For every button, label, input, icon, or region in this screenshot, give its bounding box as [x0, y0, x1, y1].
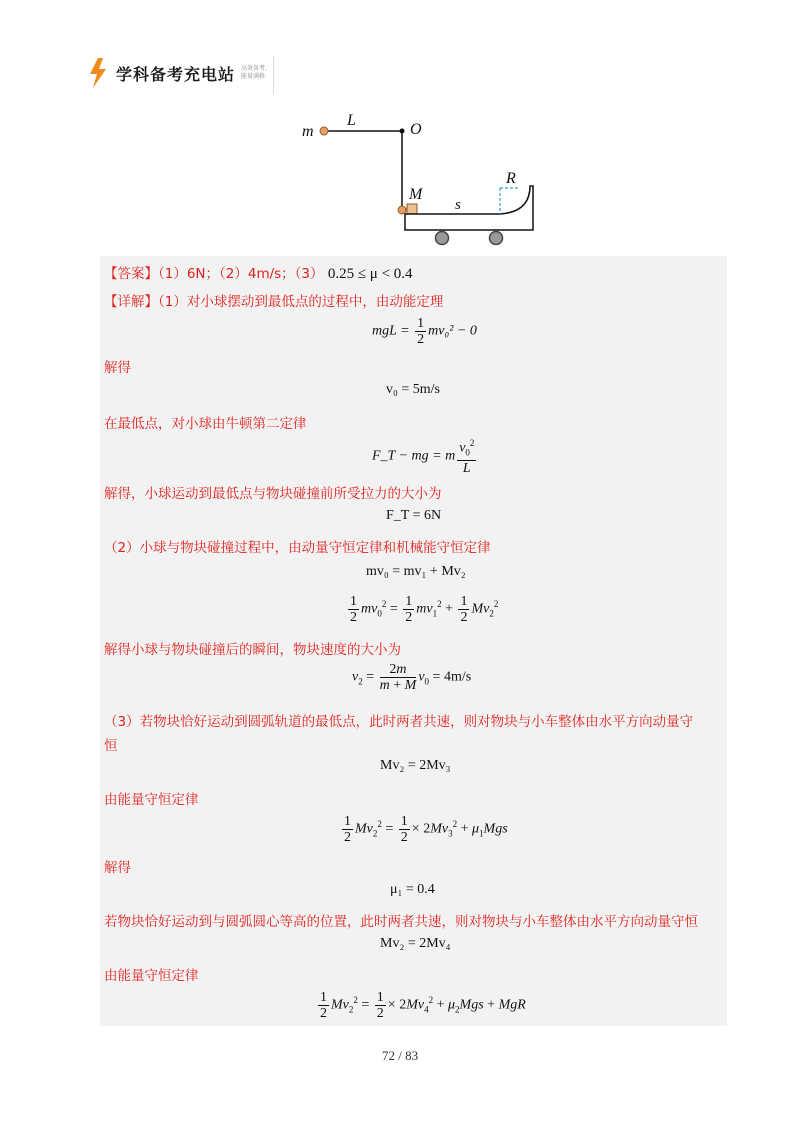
equation-2: v₀ = 5m/s: [386, 382, 441, 397]
detail-p3: 解得，小球运动到最低点与物块碰撞前所受拉力的大小为: [104, 486, 442, 502]
equation-5: mv₀ = mv₁ + Mv₂: [366, 564, 466, 579]
detail-jiede1: 解得: [104, 360, 131, 376]
label-m: m: [302, 123, 314, 140]
equation-4: F_T = 6N: [386, 508, 442, 523]
detail-p9: 由能量守恒定律: [104, 968, 199, 984]
answer-range: 0.25 ≤ μ < 0.4: [327, 266, 413, 282]
detail-p6a: （3）若物块恰好运动到圆弧轨道的最低点，此时两者共速，则对物块与小车整体由水平方向动量守: [104, 714, 694, 730]
label-L: L: [347, 112, 356, 129]
cart: [405, 186, 533, 230]
equation-3: F_T − mg = m $\frac{v_0^2}{L}$: [372, 438, 475, 477]
equation-9: $\frac{1}{2}$ $Mv_2^2$ = $\frac{1}{2}$ × $2Mv_3^2 + \mu_1Mgs$: [344, 814, 508, 845]
lightning-icon: [88, 58, 108, 88]
block-m: [407, 204, 417, 214]
detail-p6b: 恒: [104, 738, 118, 754]
detail-p4: （2）小球与物块碰撞过程中，由动量守恒定律和机械能守恒定律: [104, 540, 491, 556]
equation-8: Mv₂ = 2Mv₃: [380, 758, 451, 773]
page-number: 72 / 83: [381, 1048, 419, 1063]
equation-11: Mv₂ = 2Mv₄: [380, 936, 451, 951]
logo-title: 学科备考充电站: [116, 64, 236, 84]
logo: [88, 58, 277, 88]
ball-m-start: [320, 127, 328, 135]
equation-12: $\frac{1}{2}$ $Mv_2^2$ = $\frac{1}{2}$ × $2Mv_4^2 + \mu_2Mgs$ + MgR: [320, 990, 526, 1021]
detail-p5: 解得小球与物块碰撞后的瞬间，物块速度的大小为: [104, 642, 401, 658]
header-divider: [273, 56, 274, 94]
physics-diagram: [290, 108, 550, 254]
equation-10: μ₁ = 0.4: [390, 882, 435, 897]
equation-7: $v_2$ = $\frac{2m}{m + M}$ $v_0 = 4m/s$: [352, 662, 472, 693]
ball-m-bottom: [398, 206, 406, 214]
detail-p1: 【详解】（1）对小球摆动到最低点的过程中，由动能定理: [104, 294, 444, 310]
logo-slogan: 高效备考, 能量满格: [241, 65, 267, 80]
label-R: R: [506, 170, 516, 187]
label-s: s: [455, 197, 461, 213]
detail-p7: 由能量守恒定律: [104, 792, 199, 808]
equation-6: $\frac{1}{2}$ $mv_0^2$ = $\frac{1}{2}$ $mv_1^2$ + $\frac{1}{2}$ $Mv_2^2$: [350, 594, 499, 625]
label-O: O: [410, 121, 422, 138]
answer-line: 【答案】（1）6N；（2）4m/s；（3） 0.25 ≤ μ < 0.4: [104, 266, 413, 282]
wheel-left: [436, 232, 449, 245]
label-M: M: [409, 186, 423, 203]
detail-jiede2: 解得: [104, 860, 131, 876]
detail-p2: 在最低点，对小球由牛顿第二定律: [104, 416, 307, 432]
equation-1: mgL = $\frac{1}{2}$ mv₀² − 0: [372, 316, 477, 347]
wheel-right: [490, 232, 503, 245]
detail-p8: 若物块恰好运动到与圆弧圆心等高的位置，此时两者共速，则对物块与小车整体由水平方向动量守恒: [104, 914, 698, 930]
